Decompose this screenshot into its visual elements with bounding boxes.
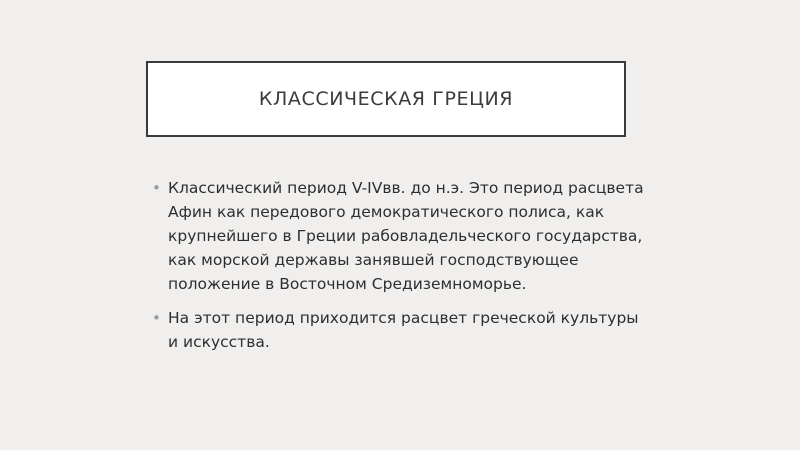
title-box [146, 61, 626, 137]
bullet-item [148, 176, 648, 296]
bullet-item [148, 306, 648, 354]
bullet-icon: • [152, 179, 161, 197]
bullet-icon: • [152, 309, 161, 327]
bullet-list [148, 176, 648, 364]
bullet-text: На этот период приходится расцвет греческой культуры и искусства. [168, 309, 639, 351]
bullet-text: Классический период V-IVвв. до н.э. Это период расцвета Афин как передового демократического полиса, как крупнейшего в Греции рабовладельческого государства, как морской державы занявшей господствующее положение в Восточном Средиземноморье. [168, 179, 644, 293]
slide-title: КЛАССИЧЕСКАЯ ГРЕЦИЯ [258, 88, 514, 110]
